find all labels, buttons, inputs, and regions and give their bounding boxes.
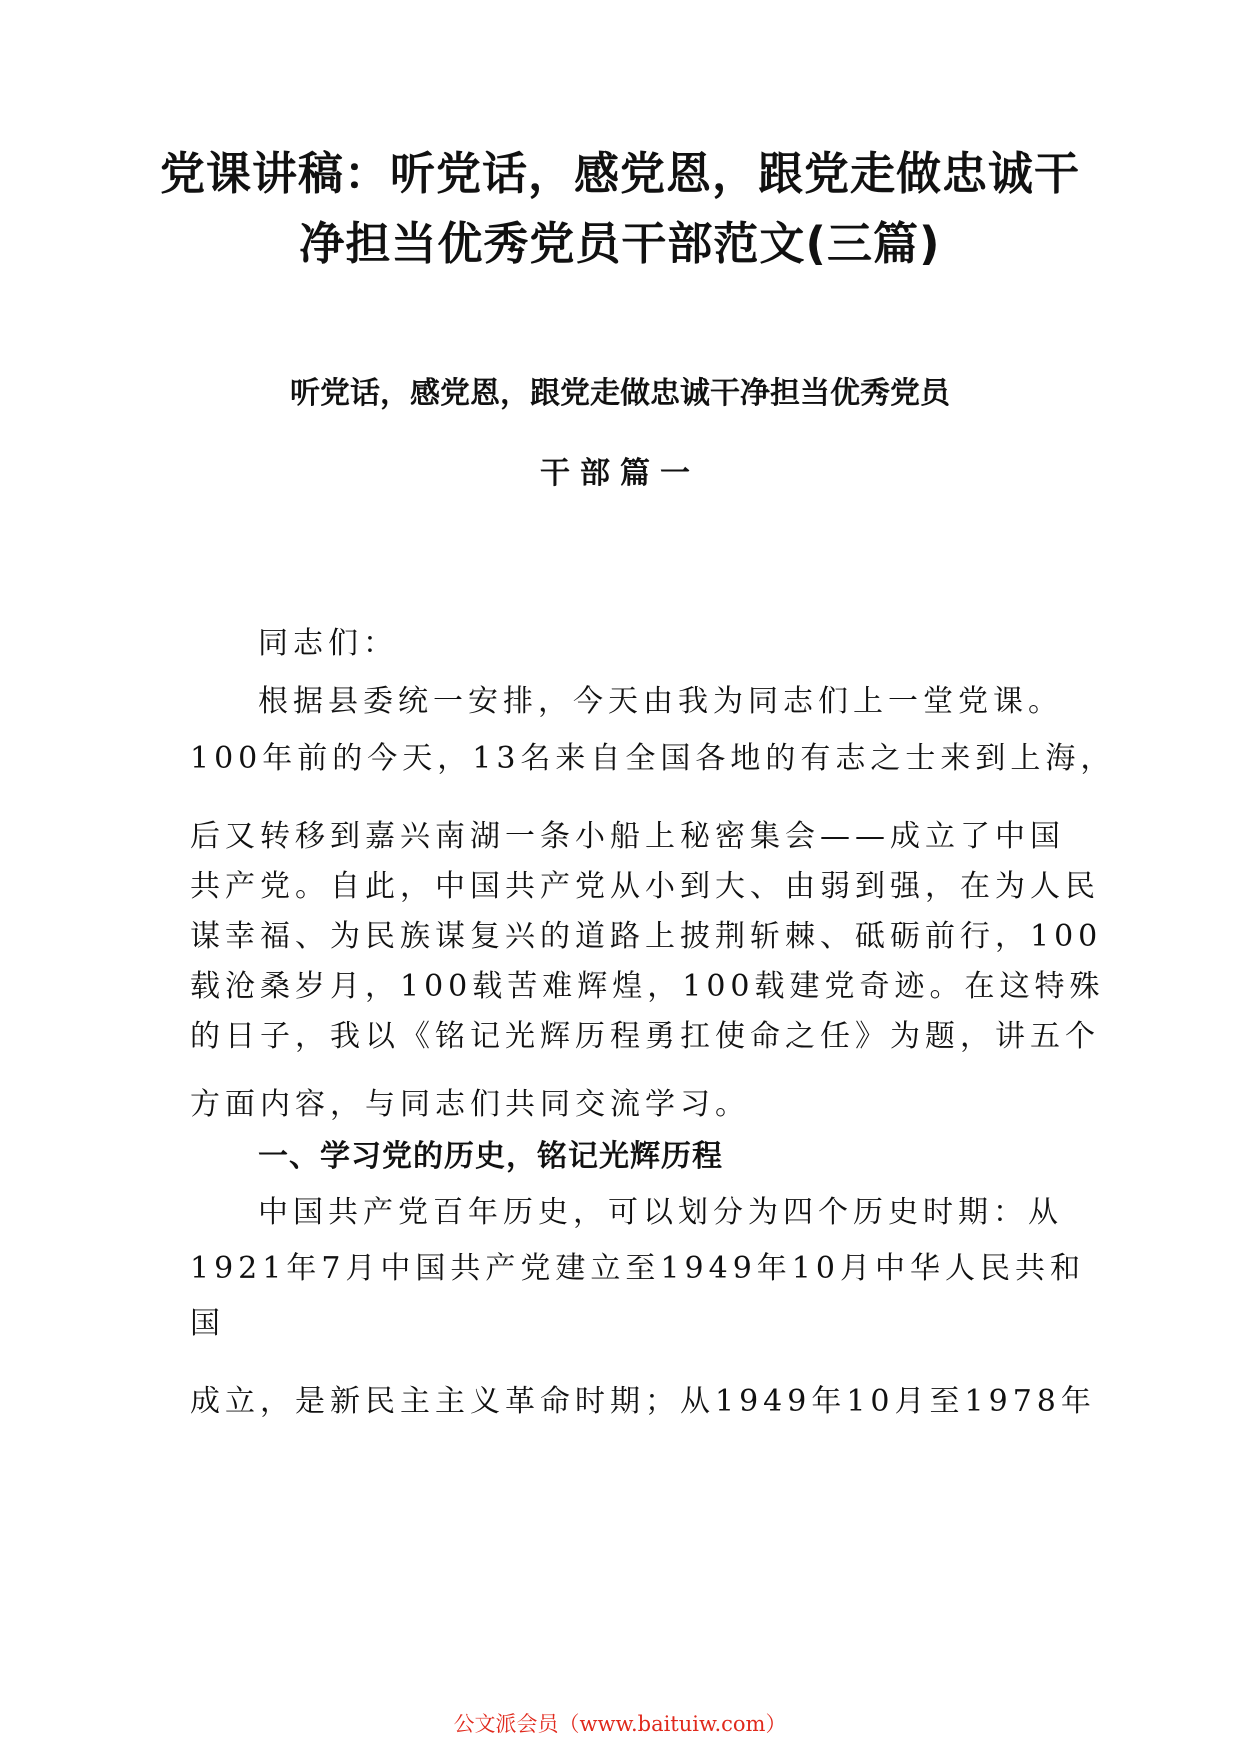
- footer-watermark: 公文派会员（www.baituiw.com）: [453, 1712, 787, 1736]
- body-line: 100年前的今天，13名来自全国各地的有志之士来到上海，: [190, 741, 1116, 776]
- document-title-line-1: 党课讲稿：听党话，感党恩，跟党走做忠诚干: [159, 147, 1080, 200]
- body-line: 1921年7月中国共产党建立至1949年10月中华人民共和: [190, 1251, 1085, 1286]
- body-line: 方面内容，与同志们共同交流学习。: [190, 1087, 750, 1122]
- body-line: 成立，是新民主主义革命时期；从1949年10月至1978年: [190, 1384, 1096, 1419]
- body-line: 根据县委统一安排，今天由我为同志们上一堂党课。: [258, 684, 1063, 719]
- body-line: 的日子，我以《铭记光辉历程勇扛使命之任》为题，讲五个: [190, 1019, 1100, 1054]
- document-title-line-2: 净担当优秀党员干部范文(三篇): [299, 217, 941, 270]
- salutation: 同志们：: [258, 626, 398, 661]
- body-line: 共产党。自此，中国共产党从小到大、由弱到强，在为人民: [190, 869, 1100, 904]
- section-heading: 一、学习党的历史，铭记光辉历程: [258, 1139, 723, 1174]
- body-line: 中国共产党百年历史，可以划分为四个历史时期：从: [258, 1195, 1063, 1230]
- section-title-line-1: 听党话，感党恩，跟党走做忠诚干净担当优秀党员: [290, 376, 950, 411]
- section-title-line-2: 干部篇一: [540, 456, 700, 491]
- body-line: 载沧桑岁月，100载苦难辉煌，100载建党奇迹。在这特殊: [190, 969, 1105, 1004]
- body-line: 国: [190, 1306, 225, 1341]
- body-line: 谋幸福、为民族谋复兴的道路上披荆斩棘、砥砺前行，100: [190, 919, 1103, 954]
- body-line: 后又转移到嘉兴南湖一条小船上秘密集会——成立了中国: [190, 819, 1065, 854]
